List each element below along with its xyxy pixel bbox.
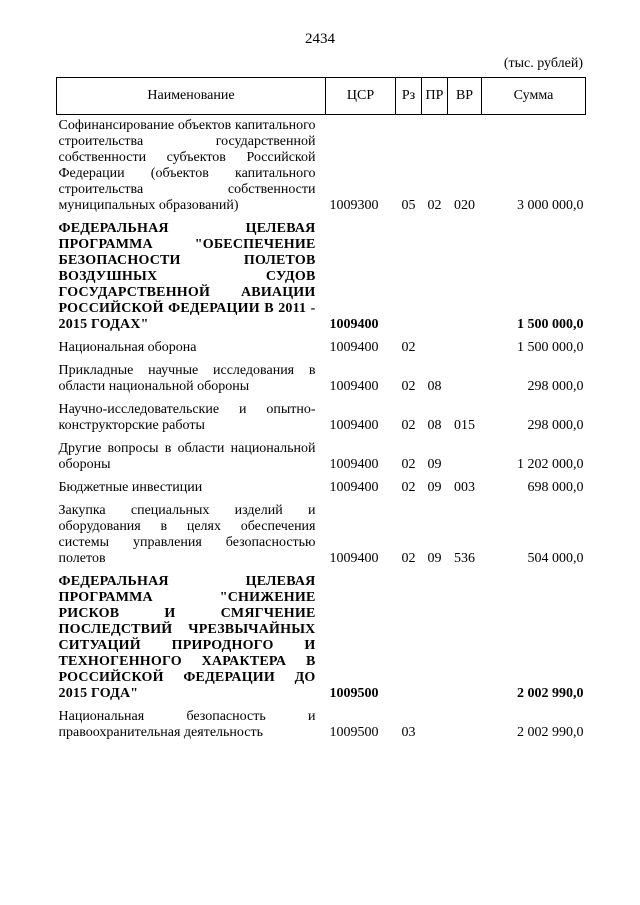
- row-vr: [448, 571, 482, 706]
- row-name: Национальная оборона: [58, 340, 197, 355]
- row-sum: 1 500 000,0: [517, 317, 584, 332]
- row-rz: [396, 218, 422, 337]
- table-row: [57, 115, 586, 219]
- row-csr: 1009400: [329, 480, 379, 495]
- row-csr: 1009400: [329, 317, 379, 332]
- row-pr: [422, 337, 448, 360]
- row-sum: 2 002 990,0: [517, 686, 584, 701]
- table-row: [57, 706, 586, 745]
- row-name: Бюджетные инвестиции: [58, 480, 203, 495]
- row-csr: 1009500: [329, 725, 379, 740]
- header-sum: Сумма: [482, 78, 586, 115]
- row-csr: 1009400: [329, 418, 379, 433]
- row-rz: 02: [401, 457, 416, 472]
- row-sum: 298 000,0: [527, 379, 584, 394]
- row-rz: 02: [401, 418, 416, 433]
- row-name: ФЕДЕРАЛЬНАЯ ЦЕЛЕВАЯ ПРОГРАММА "ОБЕСПЕЧЕНИЕ БЕЗОПАСНОСТИ ПОЛЕТОВ ВОЗДУШНЫХ СУДОВ ГОСУДАРСТВЕННОЙ АВИАЦИИ РОССИЙСКОЙ ФЕДЕРАЦИИ В 2011 - 2015 ГОДАХ": [58, 221, 316, 332]
- row-csr: 1009300: [329, 198, 379, 213]
- row-sum: 1 500 000,0: [517, 340, 584, 355]
- row-pr: 08: [427, 379, 442, 394]
- row-vr: [448, 438, 482, 477]
- row-rz: 02: [401, 340, 416, 355]
- row-rz: [396, 571, 422, 706]
- row-pr: 08: [427, 418, 442, 433]
- row-rz: 02: [401, 551, 416, 566]
- units-label: (тыс. рублей): [503, 56, 583, 71]
- row-vr: 536: [454, 551, 475, 566]
- row-vr: [448, 360, 482, 399]
- row-rz: 02: [401, 480, 416, 495]
- row-vr: 015: [454, 418, 475, 433]
- row-pr: 09: [427, 551, 442, 566]
- row-rz: 05: [401, 198, 416, 213]
- row-sum: 2 002 990,0: [517, 725, 584, 740]
- page-number: 2434: [305, 31, 335, 47]
- header-rz: Рз: [396, 78, 422, 115]
- row-vr: [448, 218, 482, 337]
- row-pr: 02: [427, 198, 442, 213]
- row-pr: [422, 571, 448, 706]
- row-sum: 3 000 000,0: [517, 198, 584, 213]
- row-name: Национальная безопасность и правоохранительная деятельность: [58, 709, 316, 740]
- table-row-program: [57, 218, 586, 337]
- row-pr: 09: [427, 480, 442, 495]
- row-vr: 020: [454, 198, 475, 213]
- row-csr: 1009400: [329, 340, 379, 355]
- header-pr: ПР: [422, 78, 448, 115]
- table-row-program: [57, 571, 586, 706]
- row-name: Другие вопросы в области национальной обороны: [58, 441, 316, 472]
- row-sum: 504 000,0: [527, 551, 584, 566]
- row-sum: 1 202 000,0: [517, 457, 584, 472]
- row-vr: [448, 337, 482, 360]
- row-csr: 1009400: [329, 379, 379, 394]
- table-row: [57, 360, 586, 399]
- row-name: Прикладные научные исследования в области национальной обороны: [58, 363, 316, 394]
- table-row: [57, 337, 586, 360]
- row-name: Научно-исследовательские и опытно-конструкторские работы: [58, 402, 316, 433]
- row-vr: 003: [454, 480, 475, 495]
- table-header-row: [57, 78, 586, 115]
- row-name: ФЕДЕРАЛЬНАЯ ЦЕЛЕВАЯ ПРОГРАММА "СНИЖЕНИЕ РИСКОВ И СМЯГЧЕНИЕ ПОСЛЕДСТВИЙ ЧРЕЗВЫЧАЙНЫХ СИТУАЦИЙ ПРИРОДНОГО И ТЕХНОГЕННОГО ХАРАКТЕРА В РОССИЙСКОЙ ФЕДЕРАЦИИ ДО 2015 ГОДА": [58, 574, 316, 701]
- table-row: [57, 399, 586, 438]
- row-pr: 09: [427, 457, 442, 472]
- row-sum: 298 000,0: [527, 418, 584, 433]
- row-name: Софинансирование объектов капитального строительства государственной собственности субъектов Российской Федерации (объектов капитального строительства собственности муниципальных образований): [58, 118, 316, 213]
- header-vr: ВР: [448, 78, 482, 115]
- row-name: Закупка специальных изделий и оборудования в целях обеспечения системы управления безопасностью полетов: [58, 503, 316, 566]
- table-row: [57, 438, 586, 477]
- row-csr: 1009500: [329, 686, 379, 701]
- header-name: Наименование: [57, 78, 326, 115]
- row-rz: 02: [401, 379, 416, 394]
- budget-table: [56, 77, 586, 745]
- row-rz: 03: [401, 725, 416, 740]
- table-row: [57, 477, 586, 500]
- header-csr: ЦСР: [326, 78, 396, 115]
- row-csr: 1009400: [329, 457, 379, 472]
- row-sum: 698 000,0: [527, 480, 584, 495]
- row-pr: [422, 218, 448, 337]
- row-csr: 1009400: [329, 551, 379, 566]
- table-row: [57, 500, 586, 571]
- row-pr: [422, 706, 448, 745]
- row-vr: [448, 706, 482, 745]
